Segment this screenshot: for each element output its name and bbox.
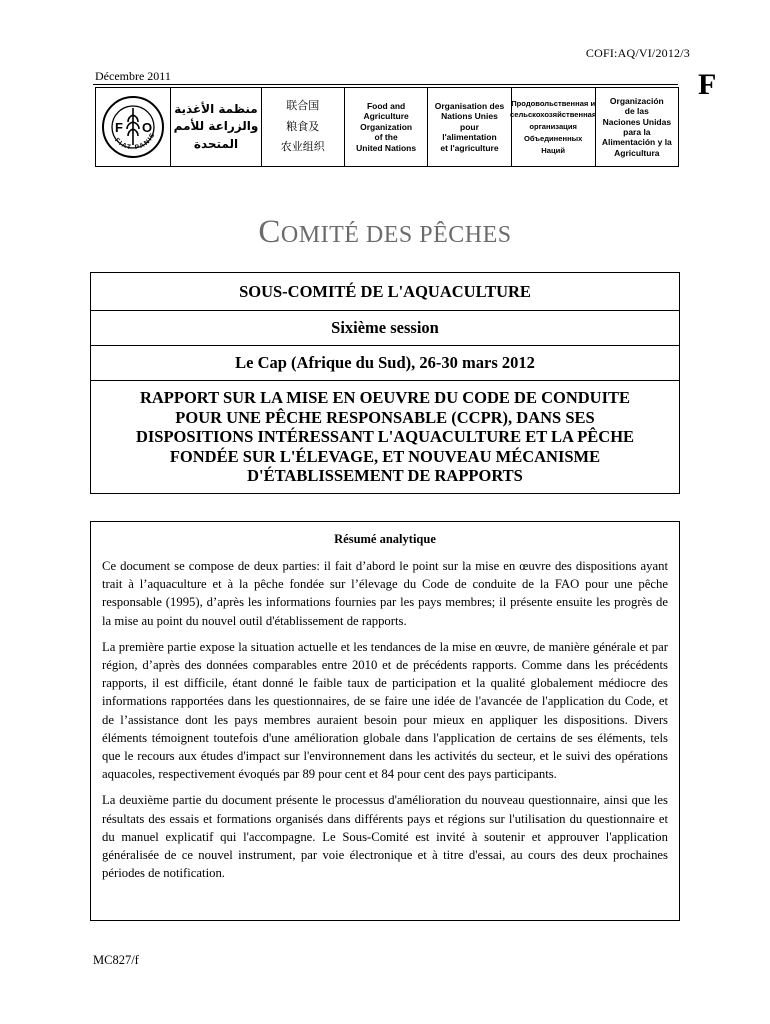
- chinese-line: 农业组织: [280, 140, 325, 154]
- english-line: Agriculture: [363, 111, 409, 122]
- session-place-dates: Le Cap (Afrique du Sud), 26-30 mars 2012: [91, 345, 679, 380]
- report-title-line: POUR UNE PÊCHE RESPONSABLE (CCPR), DANS SES: [175, 407, 595, 427]
- english-line: of the: [374, 132, 398, 143]
- chinese-line: 联合国: [286, 99, 320, 113]
- logo-motto: FIAT PANIS: [113, 130, 158, 152]
- english-line: Organization: [360, 121, 413, 132]
- russian-line: Объединенных: [523, 133, 583, 143]
- french-line: Organisation des: [434, 101, 505, 112]
- summary-paragraph: La deuxième partie du document présente le processus d'amélioration du nouveau questionnaire, ainsi que les résultats des essais et formations organisés dans différents pays et régions sur l'utilisation du questionnaire et du manuel explicatif qui l'accompagne. Le Sous-Comité est invité à soutenir et approuver l'application généralisée de ce nouvel instrument, par voie électronique et à titre d'essai, au cours des deux prochaines périodes de notification.: [102, 793, 668, 881]
- chinese-name-cell: [261, 88, 344, 166]
- spanish-line: Agricultura: [614, 147, 660, 158]
- summary-paragraph: La première partie expose la situation actuelle et les tendances de la mise en œuvre, de manière générale et par région, d’après des données comparables entre 2010 et de précédents rapports. Comme dans les précédents rapports, il est difficile, étant donné le faible taux de participation et la qualité globalement médiocre des informations rapportées dans les questionnaires, de se faire une idée de l'avancée de l'application du Code, et de l’assistance dont les pays membres auraient besoin pour mieux en appliquer les dispositions. Divers éléments témoignent toutefois d'une amélioration globale dans l'application de certains de ses éléments, tels que le recours aux études d'impact sur l'environnement dans les activités du secteur, et le suivi des opérations aquacoles, respectivement évoqués par 89 pour cent et 84 pour cent des pays participants.: [102, 639, 668, 782]
- french-line: Nations Unies: [441, 111, 498, 122]
- spanish-line: Organización: [609, 95, 664, 106]
- russian-line: сельскохозяйственная: [510, 110, 597, 120]
- arabic-line: والزراعة للأمم: [173, 119, 259, 134]
- arabic-line: المتحدة: [193, 136, 239, 151]
- russian-line: организация: [529, 122, 577, 132]
- chinese-line: 粮食及: [286, 119, 320, 133]
- spanish-line: de las: [624, 106, 649, 117]
- session-number: Sixième session: [91, 310, 679, 345]
- document-date: Décembre 2011: [95, 69, 171, 83]
- summary-paragraph: Ce document se compose de deux parties: il fait d’abord le point sur la mise en œuvre des dispositions ayant trait à l’aquaculture et à la pêche fondée sur l’élevage du Code de conduite de la FAO pour une pêche responsable (1995), d’après les informations fournies par les pays membres; il présente ensuite les progrès de la mise au point du nouvel outil d'établissement de rapports.: [102, 559, 668, 628]
- header-rule: [93, 84, 678, 85]
- committee-rest: OMITÉ DES PÊCHES: [280, 222, 512, 248]
- report-title-line: DISPOSITIONS INTÉRESSANT L'AQUACULTURE ET LA PÊCHE: [135, 427, 635, 446]
- language-letter: F: [698, 68, 717, 101]
- spanish-line: para la: [623, 127, 651, 137]
- subcommittee-title: SOUS-COMITÉ DE L'AQUACULTURE: [239, 282, 531, 301]
- fao-logo-cell: [96, 88, 170, 166]
- arabic-name-cell: [170, 88, 260, 166]
- spanish-name-cell: [595, 88, 678, 166]
- committee-name: [0, 214, 770, 251]
- english-name-cell: [344, 88, 427, 166]
- report-title-line: FONDÉE SUR L'ÉLEVAGE, ET NOUVEAU MÉCANISME: [169, 446, 601, 466]
- russian-name-cell: [511, 88, 595, 166]
- report-title-line: D'ÉTABLISSEMENT DE RAPPORTS: [247, 466, 523, 485]
- organization-name-band: [95, 87, 679, 167]
- english-line: Food and: [366, 101, 406, 112]
- french-line: pour: [460, 121, 479, 132]
- report-title: [91, 380, 679, 493]
- russian-line: Наций: [541, 145, 566, 155]
- executive-summary-box: [90, 521, 680, 921]
- french-line: et l'agriculture: [440, 142, 499, 153]
- french-line: l'alimentation: [442, 132, 497, 143]
- fao-emblem-icon: [101, 95, 165, 159]
- english-line: United Nations: [356, 142, 417, 153]
- logo-letter-f: F: [115, 120, 124, 135]
- french-name-cell: [427, 88, 510, 166]
- report-title-line: RAPPORT SUR LA MISE EN OEUVRE DU CODE DE CONDUITE: [139, 388, 631, 407]
- job-code: MC827/f: [93, 953, 139, 967]
- spanish-line: Alimentación y la: [601, 137, 672, 148]
- committee-initial: C: [258, 214, 281, 250]
- russian-line: Продовольственная и: [511, 98, 596, 108]
- document-symbol: COFI:AQ/VI/2012/3: [585, 46, 690, 60]
- arabic-line: منظمة الأغذية: [174, 101, 258, 116]
- logo-letter-o: O: [142, 120, 153, 135]
- session-box: [90, 272, 680, 494]
- executive-summary-title: Résumé analytique: [334, 532, 436, 546]
- spanish-line: Naciones Unidas: [602, 116, 672, 127]
